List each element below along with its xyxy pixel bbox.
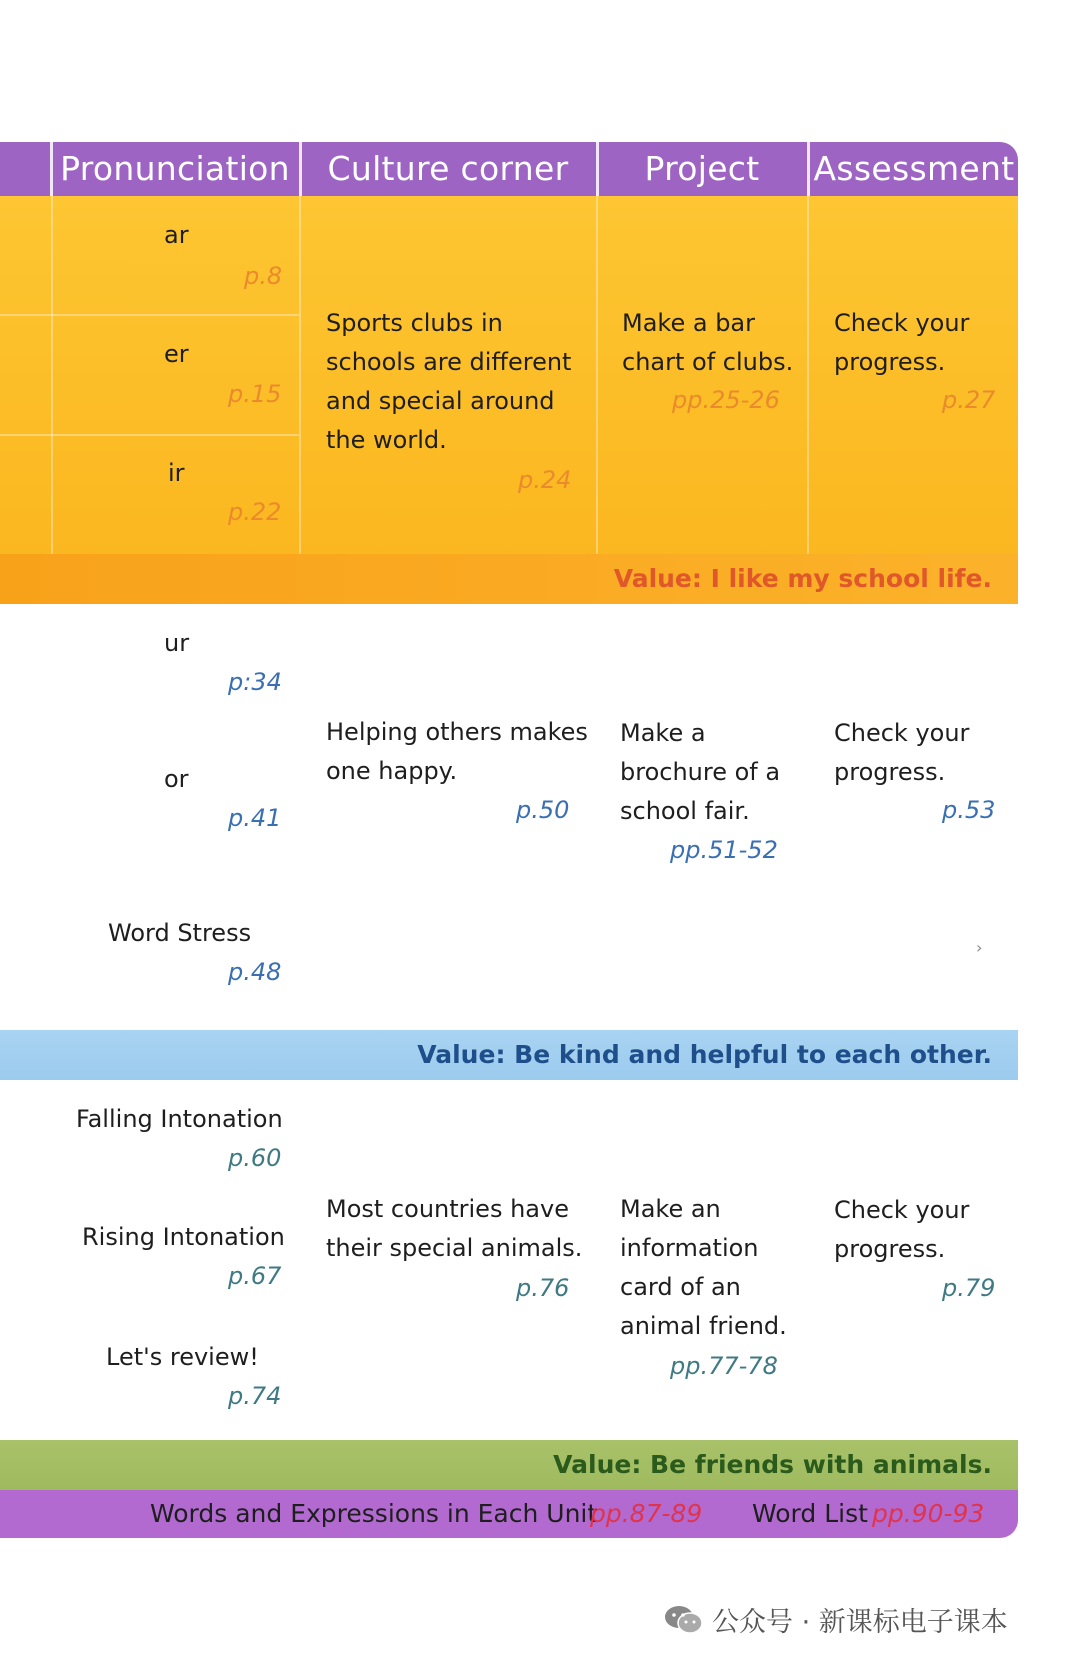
pronunciation-sound: er bbox=[164, 340, 189, 368]
pronunciation-sound: or bbox=[164, 765, 189, 793]
project-text-line: animal friend. bbox=[620, 1312, 787, 1340]
culture-text-line: Sports clubs in bbox=[326, 309, 503, 337]
project-text-line: Make an bbox=[620, 1195, 721, 1223]
page-ref: p.53 bbox=[942, 796, 996, 824]
word-list-pages: pp.90-93 bbox=[872, 1499, 985, 1528]
wechat-icon bbox=[664, 1604, 704, 1636]
assessment-text-line: progress. bbox=[834, 1235, 946, 1263]
page-ref: p.76 bbox=[516, 1274, 570, 1302]
project-text-line: Make a bar bbox=[622, 309, 755, 337]
pronunciation-sound: ir bbox=[168, 459, 185, 487]
value-banner-green bbox=[0, 1440, 1018, 1490]
grid-line bbox=[807, 196, 809, 554]
word-list-label: Word List bbox=[752, 1499, 868, 1528]
page-ref: pp.77-78 bbox=[670, 1352, 778, 1380]
culture-text-line: one happy. bbox=[326, 757, 458, 785]
page-ref: p.15 bbox=[228, 380, 282, 408]
page-ref: p.50 bbox=[516, 796, 570, 824]
culture-text-line: their special animals. bbox=[326, 1234, 583, 1262]
channel-watermark: 公众号 · 新课标电子课本 bbox=[712, 1607, 1008, 1638]
assessment-text-line: Check your bbox=[834, 309, 970, 337]
header-pronunciation: Pronunciation bbox=[60, 149, 290, 188]
assessment-text-line: progress. bbox=[834, 348, 946, 376]
assessment-text-line: Check your bbox=[834, 719, 970, 747]
page-ref: p.41 bbox=[228, 804, 282, 832]
grid-line bbox=[51, 196, 53, 554]
page-ref: p.67 bbox=[228, 1262, 282, 1290]
footer-bar bbox=[0, 1490, 1018, 1538]
project-text-line: school fair. bbox=[620, 797, 750, 825]
page-ref: pp.25-26 bbox=[672, 386, 780, 414]
project-text-line: information bbox=[620, 1234, 759, 1262]
project-text-line: brochure of a bbox=[620, 758, 781, 786]
page-ref: p.27 bbox=[942, 386, 996, 414]
value-banner-yellow bbox=[0, 554, 1018, 604]
culture-text-line: schools are different bbox=[326, 348, 572, 376]
page-ref: p:34 bbox=[228, 668, 282, 696]
grid-line bbox=[596, 196, 598, 554]
page-ref: p.8 bbox=[244, 262, 283, 290]
pronunciation-sound: Falling Intonation bbox=[76, 1105, 283, 1133]
grid-line bbox=[0, 434, 299, 436]
page-ref: p.48 bbox=[228, 958, 282, 986]
header-project: Project bbox=[644, 149, 760, 188]
grid-line bbox=[0, 314, 299, 316]
pronunciation-sound: ar bbox=[164, 221, 189, 249]
page-ref: p.24 bbox=[518, 466, 572, 494]
unit-yellow-band bbox=[0, 196, 1018, 554]
table-header bbox=[0, 142, 1018, 196]
culture-text-line: and special around bbox=[326, 387, 555, 415]
header-culture-corner: Culture corner bbox=[327, 149, 569, 188]
project-text-line: chart of clubs. bbox=[622, 348, 794, 376]
page-ref: p.22 bbox=[228, 498, 282, 526]
project-text-line: card of an bbox=[620, 1273, 741, 1301]
assessment-text-line: progress. bbox=[834, 758, 946, 786]
page-ref: p.74 bbox=[228, 1382, 282, 1410]
value-text: Value: Be kind and helpful to each other. bbox=[417, 1040, 992, 1069]
page-ref: p.79 bbox=[942, 1274, 996, 1302]
stray-mark: › bbox=[976, 938, 983, 957]
value-banner-blue bbox=[0, 1030, 1018, 1080]
pronunciation-sound: Let's review! bbox=[106, 1343, 259, 1371]
page-ref: pp.51-52 bbox=[670, 836, 778, 864]
grid-line bbox=[299, 196, 301, 554]
page-ref: p.60 bbox=[228, 1144, 282, 1172]
assessment-text-line: Check your bbox=[834, 1196, 970, 1224]
words-expressions-label: Words and Expressions in Each Unit bbox=[150, 1499, 598, 1528]
value-text: Value: I like my school life. bbox=[613, 564, 992, 593]
pronunciation-sound: Word Stress bbox=[108, 919, 252, 947]
culture-text-line: the world. bbox=[326, 426, 447, 454]
culture-text-line: Helping others makes bbox=[326, 718, 588, 746]
words-expressions-pages: pp.87-89 bbox=[590, 1499, 703, 1528]
culture-text-line: Most countries have bbox=[326, 1195, 569, 1223]
project-text-line: Make a bbox=[620, 719, 706, 747]
pronunciation-sound: Rising Intonation bbox=[82, 1223, 285, 1251]
value-text: Value: Be friends with animals. bbox=[553, 1450, 992, 1479]
pronunciation-sound: ur bbox=[164, 629, 190, 657]
header-assessment: Assessment bbox=[813, 149, 1015, 188]
